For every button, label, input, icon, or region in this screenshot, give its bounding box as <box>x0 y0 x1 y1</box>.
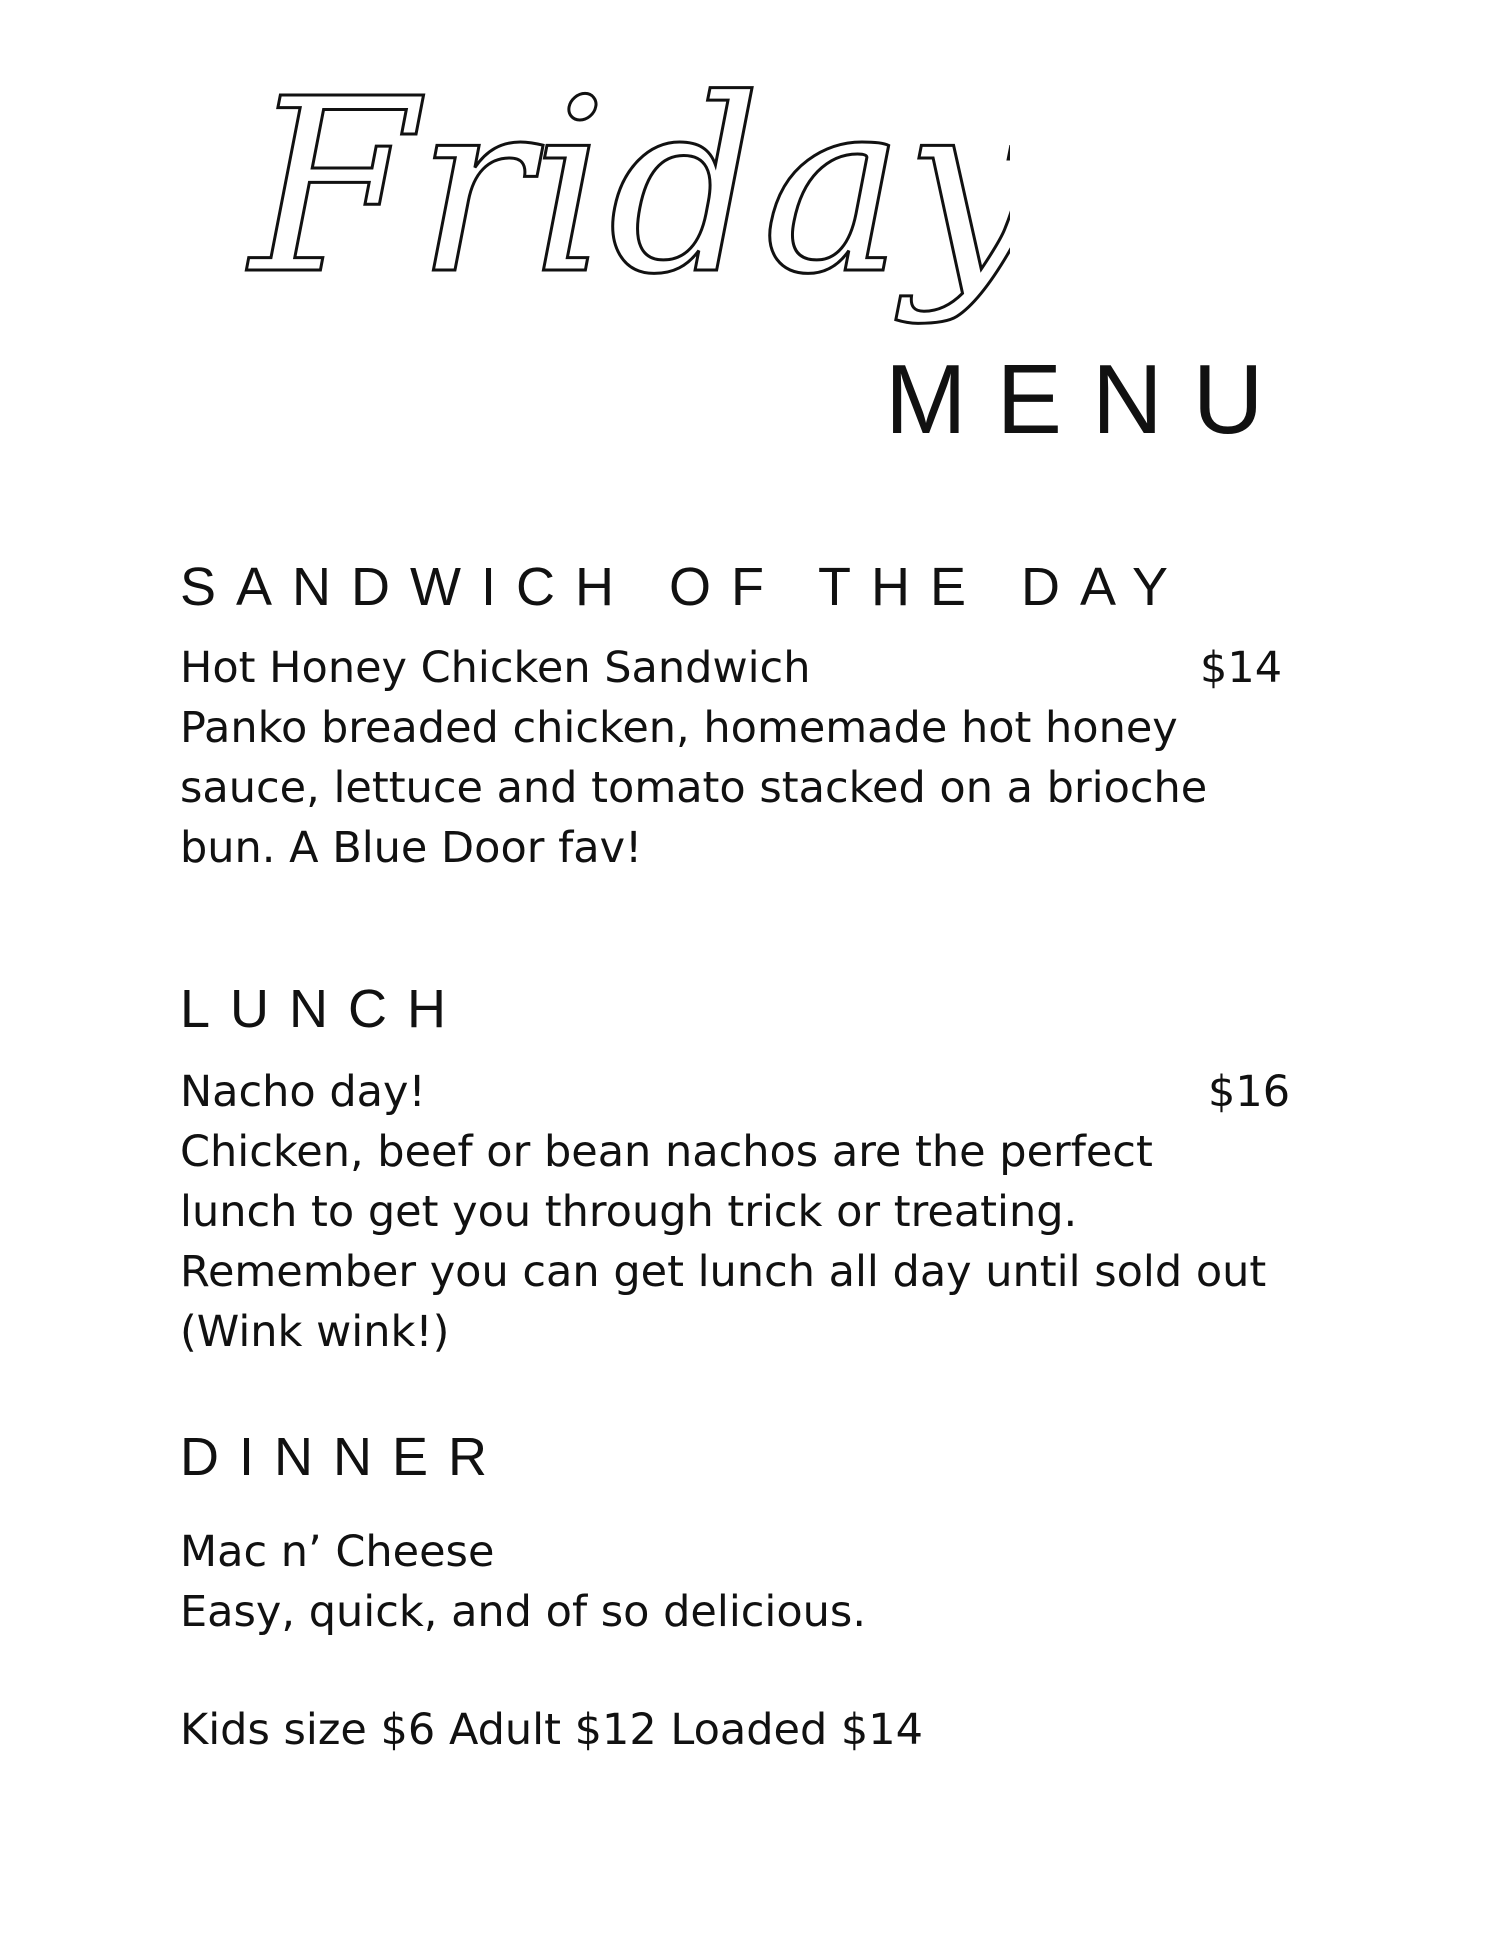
dinner-heading: DINNER <box>180 1427 508 1487</box>
sandwich-heading: SANDWICH OF THE DAY <box>180 557 1189 617</box>
sandwich-description-line: sauce, lettuce and tomato stacked on a brioche <box>180 763 1208 813</box>
script-title-text: Friday <box>250 47 1010 327</box>
sandwich-item-name: Hot Honey Chicken Sandwich <box>180 643 811 693</box>
dinner-pricing-line: Kids size $6 Adult $12 Loaded $14 <box>180 1705 924 1755</box>
sandwich-description-line: bun. A Blue Door fav! <box>180 823 643 873</box>
lunch-item-name: Nacho day! <box>180 1067 426 1117</box>
menu-label: MENU <box>885 344 1294 454</box>
lunch-description-line: Remember you can get lunch all day until sold out <box>180 1247 1267 1297</box>
lunch-price: $16 <box>1208 1067 1291 1117</box>
dinner-item-name: Mac n’ Cheese <box>180 1527 495 1577</box>
lunch-description-line: Chicken, beef or bean nachos are the perfect <box>180 1127 1153 1177</box>
lunch-description-line: lunch to get you through trick or treating. <box>180 1187 1078 1237</box>
dinner-description: Easy, quick, and of so delicious. <box>180 1587 867 1637</box>
lunch-heading: LUNCH <box>180 979 467 1039</box>
sandwich-price: $14 <box>1200 643 1283 693</box>
lunch-description-line: (Wink wink!) <box>180 1307 450 1357</box>
sandwich-description-line: Panko breaded chicken, homemade hot honey <box>180 703 1178 753</box>
